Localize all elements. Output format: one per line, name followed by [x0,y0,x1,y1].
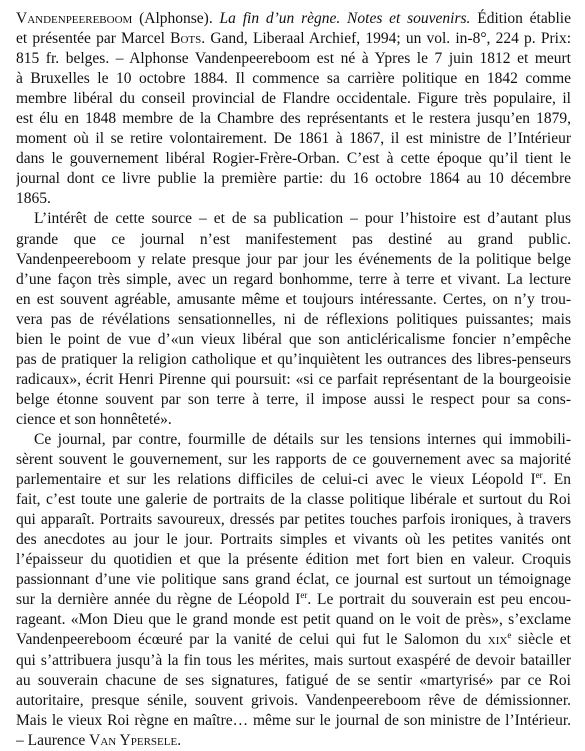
text-line [16,9,571,29]
text-run: Vandenpeereboom écœuré par la vanité de celui qui fut le Salomon du [16,631,488,649]
text-run: à Bruxelles le 10 octobre 1884. Il commence sa carrière politique en 1842 comme [16,70,571,88]
text-line [16,390,571,410]
text-line [16,651,571,671]
text-run: grande que ce journal n’est manifestement pas destiné au grand public. [16,230,571,248]
text-run: qui s’attribuera jusqu’à la fin tous les mérites, mais surtout exaspéré de devoir batailler [16,651,571,669]
text-run: passionnant d’une vie politique sans grand éclat, ce journal est surtout un témoignage [16,571,571,589]
small-caps-name: Bots [170,30,202,48]
text-run: en est souvent agréable, amusante même et toujours intéressante. Certes, on n’y trou- [16,290,571,308]
text-line [16,470,571,490]
text-run: . Gand, Liberaal Archief, 1994; un vol. in-8°, 224 p. Prix: [201,30,571,48]
text-run: au souverain chacune de ses signatures, fatigué de se sentir «martyrisé» par ce Roi [16,671,571,689]
text-run: sur la dernière année du règne de Léopold I [16,591,301,609]
text-line [16,129,571,149]
text-line [16,350,571,370]
text-run: bien le point de vue d’«un vieux libéral que son anticléricalisme foncier n’empêche [16,330,571,348]
text-line [16,290,571,310]
small-caps-name: Vandenpeereboom [16,10,133,27]
text-run: d’une façon très simple, avec un regard bonhomme, terre à terre et vivant. La lecture [16,270,571,288]
text-run: fait, c’est toute une galerie de portraits de la classe politique libérale et surtout du Roi [16,491,571,509]
text-line [16,490,571,510]
text-run: pas de pratiquer la religion catholique et qu’inquiètent les outrances des libres-penseurs [16,350,571,368]
superscript: e [507,630,512,641]
text-run: des anecdotes au jour le jour. Portraits simples et vivants où les petites vanités ont [16,531,571,549]
text-run: et présentée par Marcel [16,30,171,48]
small-caps-name: Van Ypersele [89,731,178,749]
text-line [16,109,571,129]
text-run: siècle et [511,631,571,649]
text-line [16,209,571,229]
text-run: 1865. [16,190,51,208]
text-line [16,510,571,530]
text-line [16,570,571,590]
text-run: journal dont ce livre publie la première partie: du 16 octobre 1864 au 10 décembre [16,170,571,188]
superscript: er [300,590,308,601]
text-run: qui apparaît. Portraits savoureux, dressés par petites touches parfois ironiques, à travers [16,511,571,529]
text-line [16,370,571,390]
text-line [16,29,571,49]
text-run: . En [542,471,571,489]
review-paragraph [16,209,571,430]
book-title: La fin d’un règne. Notes et souvenirs. [219,10,471,27]
text-line [16,530,571,550]
text-line [16,310,571,330]
text-line [16,89,571,109]
text-run: Ce journal, par contre, fourmille de détails sur les tensions internes qui immobili- [34,430,571,448]
text-line [16,189,571,209]
text-run: L’intérêt de cette source – et de sa publication – pour l’histoire est d’autant plus [34,210,571,228]
text-line [16,550,571,570]
text-run: . [177,731,182,749]
text-line [16,630,571,650]
text-run: cience et son honnêteté». [16,410,172,428]
text-run: Mais le vieux Roi règne en maître… même sur le journal de son ministre de l’Intérieur. [16,711,571,729]
text-line [16,430,571,450]
text-run: Édition établie [470,10,571,27]
small-caps-name: xix [487,631,508,649]
text-run: belge étonne souvent par son terre à terre, il impose aussi le respect pour sa cons- [16,390,571,408]
text-run: . Le portrait du souverain est peu encou- [307,591,571,609]
text-run: moment où il se retire volontairement. De 1861 à 1867, il est ministre de l’Intérieur [16,130,571,148]
text-run: est élu en 1848 membre de la Chambre des représentants et le restera jusqu’en 1879, [16,110,571,128]
text-run: parlementaire et sur les relations difficiles de celui-ci avec le vieux Léopold I [16,471,536,489]
text-line [16,711,571,731]
review-paragraph [16,430,571,751]
superscript: er [535,470,543,481]
text-line [16,410,571,430]
text-line [16,450,571,470]
review-paragraph [16,9,571,209]
text-line [16,169,571,189]
text-line [16,49,571,69]
text-run: dans le gouvernement libéral Rogier-Frère-Orban. C’est à cette époque qu’il tient le [16,150,571,168]
text-line [16,330,571,350]
text-run: vera pas de révélations sensationnelles, ni de réflexions politiques puissantes; mais [16,310,571,328]
text-line [16,250,571,270]
text-line [16,691,571,711]
text-run: l’épaisseur du quotidien et que la présente édition met fort bien en valeur. Croquis [16,551,571,569]
text-run: (Alphonse). [132,10,220,27]
text-line [16,69,571,89]
text-line [16,149,571,169]
text-run: – Laurence [16,731,90,749]
text-run: rageant. «Mon Dieu que le grand monde est petit quand on le voit de près», s’exclame [16,611,571,629]
text-run: membre libéral du conseil provincial de Flandre occidentale. Figure très populaire, il [16,90,571,108]
text-line [16,230,571,250]
text-run: Vandenpeereboom y relate presque jour par jour les événements de la politique belge [16,250,571,268]
text-line [16,270,571,290]
text-line [16,731,571,751]
text-line [16,671,571,691]
text-run: radicaux», écrit Henri Pirenne qui poursuit: «si ce parfait représentant de la bourgeoisie [16,370,571,388]
text-line [16,590,571,610]
text-line [16,610,571,630]
text-run: autoritaire, presque sénile, souvent grivois. Vandenpeereboom rêve de démissionner. [16,691,571,709]
text-run: sèrent souvent le gouvernement, sur les rapports de ce gouvernement avec sa majorité [16,451,571,469]
text-run: 815 fr. belges. – Alphonse Vandenpeereboom est né à Ypres le 7 juin 1812 et meurt [16,50,571,68]
